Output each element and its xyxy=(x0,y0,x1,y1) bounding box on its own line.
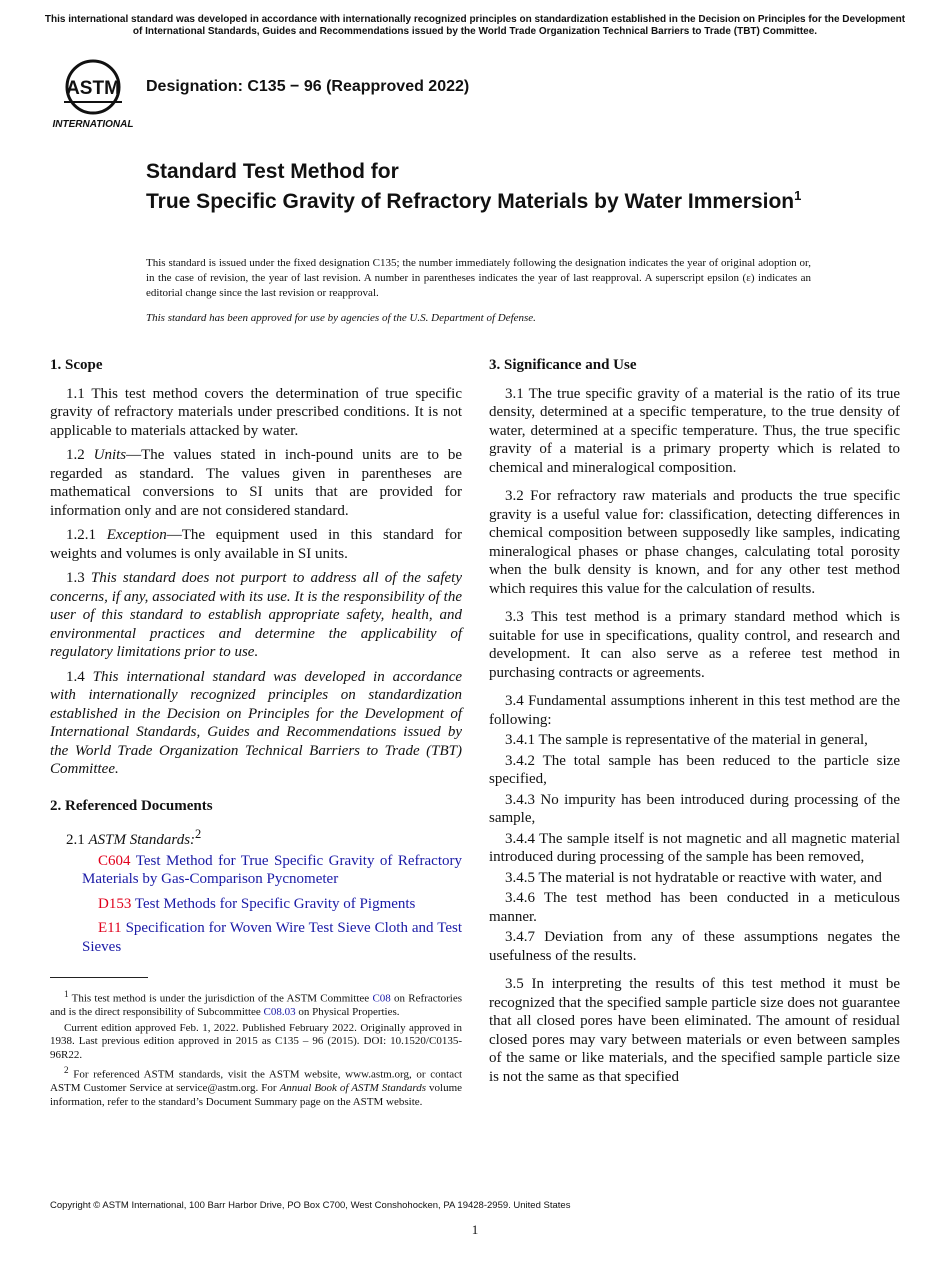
para-3-4-6: 3.4.6 The test method has been conducted in a meticulous manner. xyxy=(489,890,900,925)
ref-e11[interactable]: E11 Specification for Woven Wire Test Sieve Cloth and Test Sieves xyxy=(82,920,463,955)
astm-logo-icon xyxy=(52,58,134,130)
ref-c604[interactable]: C604 Test Method for True Specific Gravity of Refractory Materials by Gas-Comparison Pycnometer xyxy=(82,852,462,887)
para-1-1: 1.1 This test method covers the determination of true specific gravity of refractory materials under prescribed conditions. It is not applicable to materials attacked by water. xyxy=(50,385,462,439)
ref-d153[interactable]: D153 Test Methods for Specific Gravity of Pigments xyxy=(98,895,416,912)
footnote-1: $^1$ This test method is under the jurisdiction of the ASTM Committee C08 on Refractories and is the direct responsibility of Subcommittee C08.03 on Physical Properties. xyxy=(50,989,463,1019)
para-3-4: 3.4 Fundamental assumptions inherent in this test method are the following: xyxy=(489,693,900,728)
footnote-divider xyxy=(50,977,148,978)
footnote-2: $^2$ For referenced ASTM standards, visit the ASTM website, www.astm.org, or contact ASTM Customer Service at service@astm.org. For Annual Book of ASTM Standards volume information, refer to the standard’s Document Summary page on the ASTM website. xyxy=(50,1065,463,1108)
page-number: 1 xyxy=(471,1222,479,1237)
para-3-1: 3.1 The true specific gravity of a material is the ratio of its true density, determined at a specific temperature, to the true density of water, determined at a specific temperature. Thus, the true specific gravity of a material is a primary property which is related to chemical and mineralogical composition. xyxy=(489,385,900,476)
link-c08-03[interactable]: C08.03 xyxy=(263,1006,296,1019)
footnotes xyxy=(50,988,462,1111)
para-3-4-4: 3.4.4 The sample itself is not magnetic and all magnetic material introduced during processing of the sample has been removed, xyxy=(489,830,900,865)
significance-heading: 3. Significance and Use xyxy=(489,357,637,373)
para-3-4-7: 3.4.7 Deviation from any of these assumptions negates the usefulness of the results. xyxy=(489,929,900,964)
para-3-4-2: 3.4.2 The total sample has been reduced to the particle size specified, xyxy=(489,752,900,787)
para-3-3: 3.3 This test method is a primary standard method which is suitable for use in specifications, quality control, and research and development. It can also serve as a referee test method in purchasing contracts or agreements. xyxy=(489,609,900,681)
para-1-4: 1.4 This international standard was developed in accordance with internationally recognized principles on standardization established in the Decision on Principles for the Development of International Standards, Guides and Recommendations issued by the World Trade Organization Technical Barriers to Trade (TBT) Committee. xyxy=(50,668,463,777)
document-title xyxy=(146,160,826,214)
para-3-5: 3.5 In interpreting the results of this test method it must be recognized that the specified sample particle size does not guarantee that all closed pores have been eliminated. The amount of residual closed pores may vary between materials or even between samples of the same or like materials, and the specified sample particle size is not the same as that specified xyxy=(489,976,900,1085)
logo-subtext: INTERNATIONAL xyxy=(52,119,134,130)
footnote-edition: Current edition approved Feb. 1, 2022. Published February 2022. Originally approved in 1938. Last previous edition approved in 2015 as C135 – 96 (2015). DOI: 10.1520/C0135-96R22. xyxy=(50,1021,462,1061)
copyright: Copyright © ASTM International, 100 Barr Harbor Drive, PO Box C700, West Conshohocken, PA 19428-2959. United States xyxy=(50,1200,571,1211)
scope-heading: 1. Scope xyxy=(50,357,103,373)
para-1-2-1: 1.2.1 Exception—The equipment used in this standard for weights and volumes is only available in SI units. xyxy=(50,527,462,562)
logo-text: ASTM xyxy=(66,78,120,99)
para-1-2: 1.2 Units—The values stated in inch-pound units are to be regarded as standard. The values given in parentheses are mathematical conversions to SI units that are provided for information only and are not considered standard. xyxy=(50,447,462,519)
para-3-4-3: 3.4.3 No impurity has been introduced during processing of the sample, xyxy=(489,791,900,826)
refdocs-heading: 2. Referenced Documents xyxy=(50,797,213,814)
para-3-4-5: 3.4.5 The material is not hydratable or reactive with water, and xyxy=(505,869,882,886)
link-c08[interactable]: C08 xyxy=(372,992,391,1005)
left-column xyxy=(50,356,462,962)
issue-note: This standard is issued under the fixed designation C135; the number immediately following the designation indicates the year of original adoption or, in the case of revision, the year of last revision. A number in parentheses indicates the year of last reapproval. A superscript epsilon (ε) indicates an editorial change since the last revision or reapproval. xyxy=(146,257,811,299)
title-line-2-text: True Specific Gravity of Refractory Materials by Water Immersion xyxy=(146,190,795,213)
para-1-3: 1.3 This standard does not purport to address all of the safety concerns, if any, associated with its use. It is the responsibility of the user of this standard to establish appropriate safety, health, and environmental practices and determine the applicability of regulatory limitations prior to use. xyxy=(50,570,463,660)
dod-note: This standard has been approved for use by agencies of the U.S. Department of Defense. xyxy=(146,312,536,324)
top-notice: This international standard was developed in accordance with internationally recognized principles on standardization established in the Decision on Principles for the Development of International Standards, Guides and Recommendations issued by the World Trade Organization Technical Barriers to Trade (TBT) Committee. xyxy=(44,14,906,37)
para-3-2: 3.2 For refractory raw materials and products the true specific gravity is a useful value for: classification, detecting differences in chemical composition between supposedly like samples, indicating mineralogical phases or phase changes, calculating total porosity when the bulk density is known, and for any other test method which requires this value for the calculation of results. xyxy=(489,488,900,597)
astm-logo xyxy=(52,58,134,130)
title-footnote-mark: 1 xyxy=(794,188,802,203)
para-2-1: 2.1 ASTM Standards:$^2$ xyxy=(66,827,202,848)
designation: Designation: C135 − 96 (Reapproved 2022) xyxy=(146,78,470,95)
title-line-1: Standard Test Method for xyxy=(146,160,399,183)
para-3-4-1: 3.4.1 The sample is representative of the material in general, xyxy=(505,732,868,748)
title-line-2 xyxy=(146,184,826,214)
right-column xyxy=(489,356,900,1092)
